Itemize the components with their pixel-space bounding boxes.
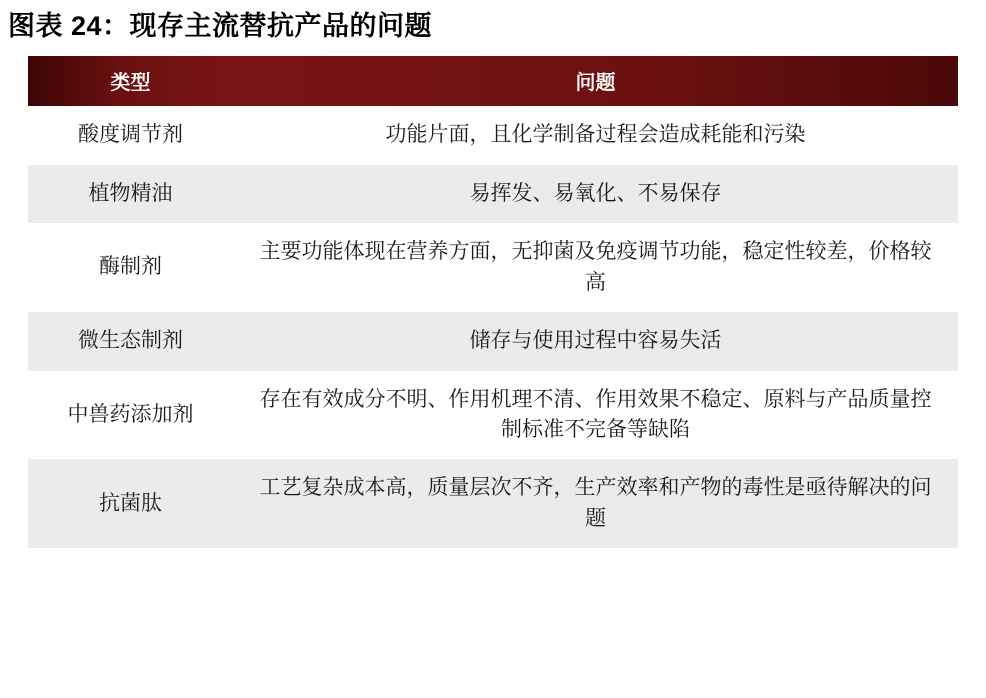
cell-type: 微生态制剂 bbox=[28, 312, 233, 370]
column-header-type: 类型 bbox=[28, 56, 233, 106]
table-header-row bbox=[28, 56, 958, 106]
cell-issue: 存在有效成分不明、作用机理不清、作用效果不稳定、原料与产品质量控制标准不完备等缺陷 bbox=[233, 371, 958, 460]
table-row bbox=[28, 312, 958, 370]
cell-issue: 储存与使用过程中容易失活 bbox=[233, 312, 958, 370]
cell-type: 酸度调节剂 bbox=[28, 106, 233, 164]
table-container bbox=[28, 56, 958, 548]
cell-issue: 工艺复杂成本高，质量层次不齐，生产效率和产物的毒性是亟待解决的问题 bbox=[233, 459, 958, 548]
cell-issue: 主要功能体现在营养方面，无抑菌及免疫调节功能，稳定性较差，价格较高 bbox=[233, 223, 958, 312]
table-row bbox=[28, 371, 958, 460]
table-row bbox=[28, 459, 958, 548]
cell-type: 植物精油 bbox=[28, 165, 233, 223]
cell-type: 中兽药添加剂 bbox=[28, 371, 233, 460]
table-row bbox=[28, 165, 958, 223]
issues-table bbox=[28, 56, 958, 548]
column-header-issue: 问题 bbox=[233, 56, 958, 106]
cell-issue: 功能片面，且化学制备过程会造成耗能和污染 bbox=[233, 106, 958, 164]
figure-title: 图表 24：现存主流替抗产品的问题 bbox=[8, 11, 433, 41]
cell-type: 酶制剂 bbox=[28, 223, 233, 312]
cell-type: 抗菌肽 bbox=[28, 459, 233, 548]
table-row bbox=[28, 223, 958, 312]
table-row bbox=[28, 106, 958, 164]
table-header bbox=[28, 56, 958, 106]
cell-issue: 易挥发、易氧化、不易保存 bbox=[233, 165, 958, 223]
table-body bbox=[28, 106, 958, 548]
